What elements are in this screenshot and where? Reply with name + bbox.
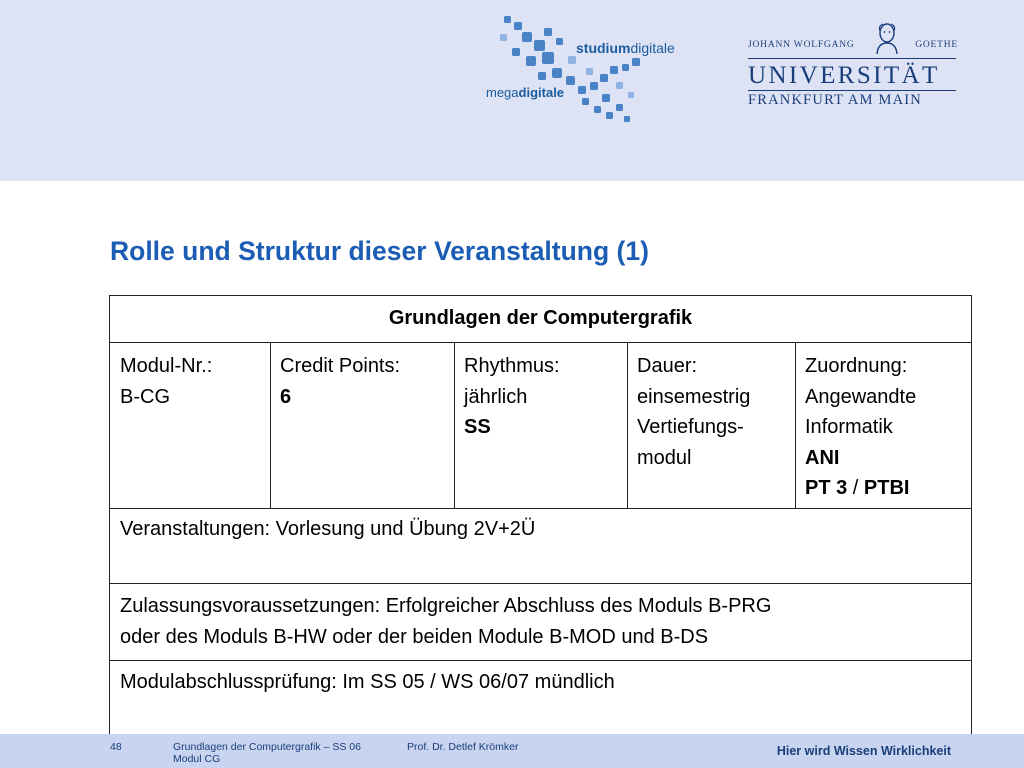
zuordnung-pt-line <box>805 473 969 504</box>
column-divider <box>795 342 796 508</box>
megadigitale-logo <box>482 12 682 127</box>
studiumdigitale-wordmark: studiumdigitale <box>576 40 675 56</box>
footer-author: Prof. Dr. Detlef Krömker <box>407 741 519 753</box>
zuordnung-label: Zuordnung: <box>805 355 908 377</box>
module-table <box>109 295 972 735</box>
footer-tagline: Hier wird Wissen Wirklichkeit <box>776 744 951 758</box>
dauer-line3: Vertiefungs- <box>637 416 744 438</box>
megadigitale-wordmark: megadigitale <box>486 85 565 100</box>
footer-course-line2: Modul CG <box>173 753 221 765</box>
credits-label: Credit Points: <box>280 355 401 377</box>
zuordnung-sep: / <box>847 477 864 499</box>
rhythmus-label: Rhythmus: <box>464 355 560 377</box>
zuordnung-ani: ANI <box>805 446 840 469</box>
slide-title: Rolle und Struktur dieser Veranstaltung (1) <box>110 236 649 266</box>
footer-course <box>173 741 361 765</box>
dauer-line4: modul <box>637 446 692 469</box>
footer-course-line1: Grundlagen der Computergrafik – SS 06 <box>173 741 361 753</box>
zuordnung-pt3: PT 3 <box>805 477 848 499</box>
cell-zulassung <box>120 591 965 652</box>
logo-rule-bottom <box>748 90 956 91</box>
footer-page-number: 48 <box>110 741 122 753</box>
cell-dauer <box>637 351 793 473</box>
goethe-university-logo <box>748 22 960 112</box>
modul-value: B-CG <box>120 385 170 408</box>
logo-rule-top <box>748 58 956 59</box>
goethe-portrait-icon <box>874 22 900 54</box>
zulassung-line1: Zulassungsvoraussetzungen: Erfolgreicher Abschluss des Moduls B-PRG <box>120 595 772 617</box>
rhythmus-line2: jährlich <box>464 385 528 408</box>
row-divider <box>110 508 971 509</box>
logo-city: FRANKFURT AM MAIN <box>748 92 922 108</box>
logo-founder-left: JOHANN WOLFGANG <box>748 40 855 50</box>
cell-modul <box>120 351 268 412</box>
zuordnung-ptbi: PTBI <box>863 477 910 499</box>
table-heading: Grundlagen der Computergrafik <box>388 307 693 329</box>
cell-rhythmus <box>464 351 625 443</box>
cell-pruefung: Modulabschlussprüfung: Im SS 05 / WS 06/07 mündlich <box>120 671 615 693</box>
rhythmus-value: SS <box>464 416 491 438</box>
credits-value: 6 <box>280 385 292 408</box>
column-divider <box>627 342 628 508</box>
row-divider <box>110 583 971 584</box>
row-divider <box>110 342 971 343</box>
modul-label: Modul-Nr.: <box>120 355 213 377</box>
zulassung-line2: oder des Moduls B-HW oder der beiden Module B-MOD und B-DS <box>120 625 709 648</box>
header-band <box>0 0 1024 181</box>
cell-credits <box>280 351 452 412</box>
dauer-label: Dauer: <box>637 355 698 377</box>
cell-zuordnung <box>805 351 969 504</box>
logo-squares-graphic <box>482 12 682 127</box>
column-divider <box>270 342 271 508</box>
column-divider <box>454 342 455 508</box>
logo-founder-right: GOETHE <box>915 40 958 50</box>
zuordnung-line2: Angewandte <box>805 385 917 408</box>
dauer-line2: einsemestrig <box>637 385 751 408</box>
logo-universitaet: UNIVERSITÄT <box>748 62 940 89</box>
zuordnung-line3: Informatik <box>805 416 893 438</box>
row-divider <box>110 660 971 661</box>
cell-veranstaltungen: Veranstaltungen: Vorlesung und Übung 2V+2Ü <box>120 518 536 540</box>
